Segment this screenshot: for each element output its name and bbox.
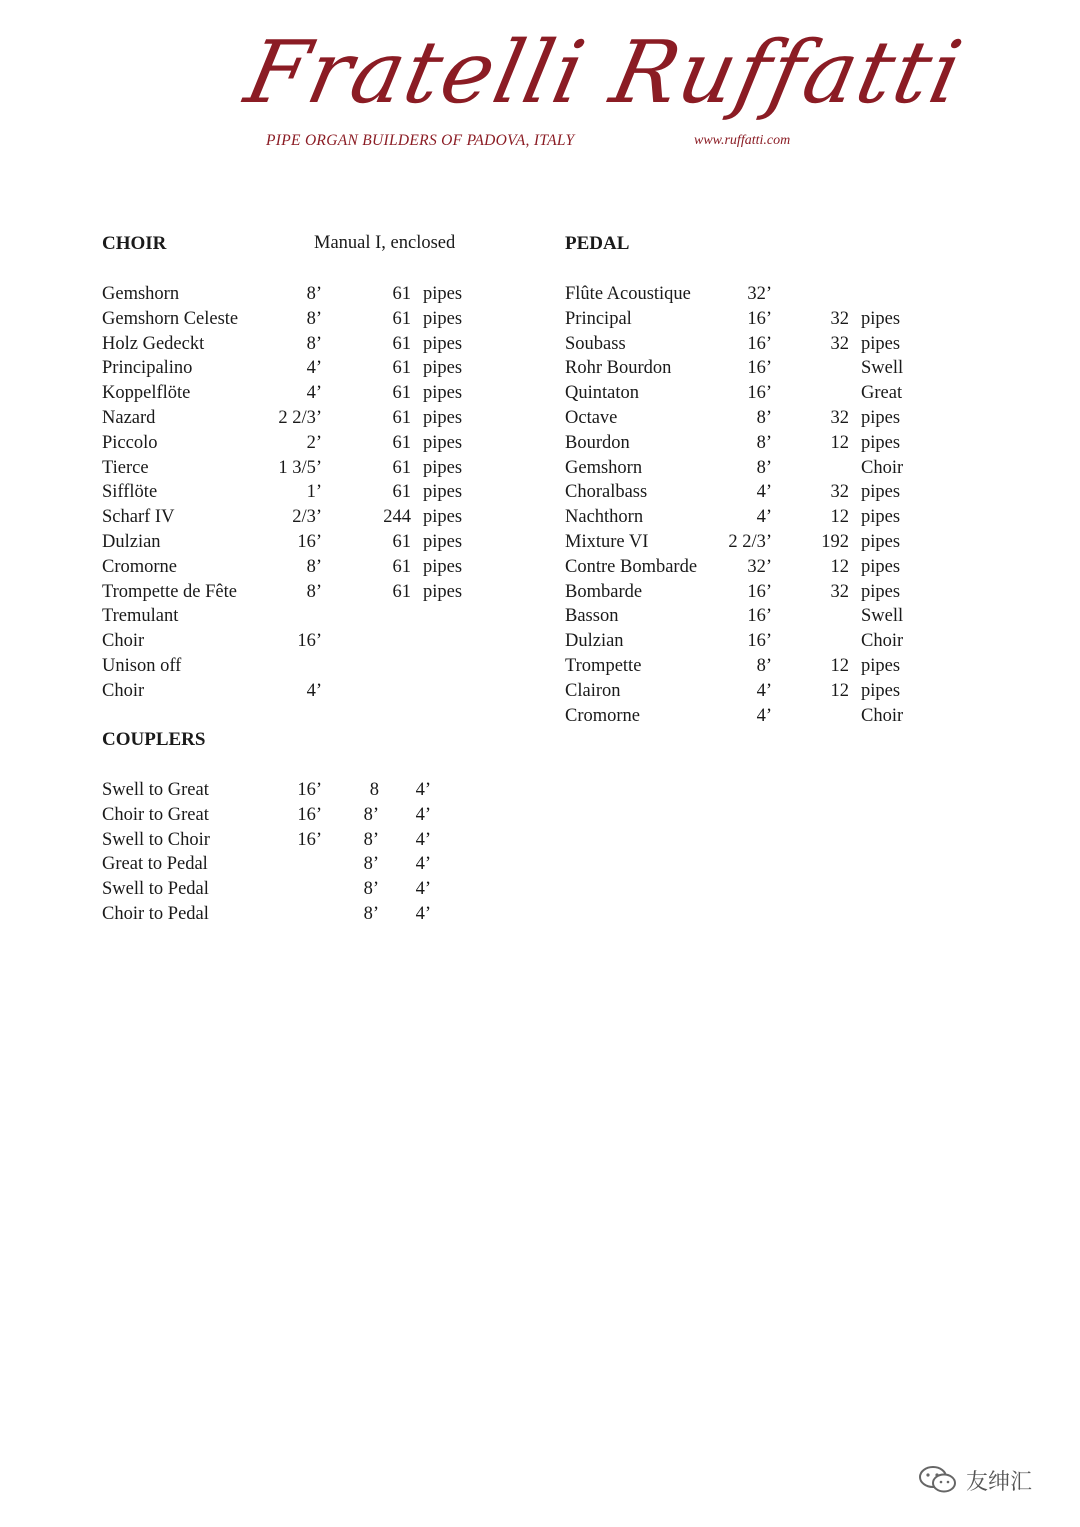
stop-pitch: 2 2/3’ — [278, 408, 322, 428]
stop-count: 32 — [830, 308, 849, 329]
stop-pitch: 8’ — [756, 656, 772, 676]
stop-pitch: 2’ — [306, 432, 322, 453]
stop-count: 12 — [830, 556, 849, 577]
stop-pitch: 16’ — [747, 358, 772, 379]
pedal-stop-row — [0, 381, 1080, 406]
stop-name: Choir — [102, 680, 145, 701]
stop-count: 12 — [830, 656, 849, 676]
stop-pitch: 32’ — [747, 284, 772, 304]
stop-name: Principalino — [102, 358, 193, 379]
coupler-4ft: 4’ — [415, 829, 431, 850]
stop-name: Basson — [565, 606, 619, 627]
stop-name: Rohr Bourdon — [565, 358, 672, 379]
stop-unit: Choir — [861, 631, 904, 652]
choir-title: CHOIR — [102, 233, 167, 254]
stop-count: 61 — [392, 284, 411, 304]
pedal-stop-row — [0, 456, 1080, 481]
stop-pitch: 16’ — [747, 383, 772, 404]
stop-pitch: 2/3’ — [292, 507, 322, 528]
stop-name: Holz Gedeckt — [102, 333, 205, 354]
coupler-4ft: 4’ — [415, 804, 431, 825]
coupler-8ft: 8’ — [363, 829, 379, 850]
pedal-stop-row — [0, 555, 1080, 580]
stop-name: Principal — [565, 308, 632, 329]
stop-unit: pipes — [423, 581, 463, 602]
stop-count: 61 — [392, 457, 411, 478]
stop-pitch: 8’ — [306, 284, 322, 304]
stop-pitch: 16’ — [747, 333, 772, 354]
coupler-name: Swell to Great — [102, 780, 209, 800]
stop-count: 61 — [392, 408, 411, 428]
stop-pitch: 4’ — [306, 358, 322, 379]
stop-unit: Swell — [861, 358, 904, 379]
stop-name: Dulzian — [565, 631, 624, 652]
stop-count: 61 — [392, 308, 411, 329]
stop-unit: pipes — [861, 408, 901, 428]
stop-unit: pipes — [423, 457, 463, 478]
stop-pitch: 8’ — [306, 556, 322, 577]
stop-unit: pipes — [861, 432, 901, 453]
stop-count: 61 — [392, 358, 411, 379]
stop-count: 32 — [830, 482, 849, 503]
stop-count: 32 — [830, 581, 849, 602]
stop-pitch: 16’ — [297, 631, 322, 652]
stop-name: Bombarde — [565, 581, 643, 602]
watermark-text: 友绅汇 — [966, 1469, 1033, 1495]
coupler-8ft: 8’ — [363, 879, 379, 900]
stop-name: Flûte Acoustique — [565, 284, 691, 304]
stop-name: Tremulant — [102, 606, 179, 627]
stop-count: 12 — [830, 432, 849, 453]
couplers-title: COUPLERS — [102, 729, 206, 750]
coupler-4ft: 4’ — [415, 879, 431, 900]
stop-unit: Great — [861, 383, 903, 404]
stop-unit: pipes — [423, 358, 463, 379]
stop-count: 61 — [392, 556, 411, 577]
stop-name: Unison off — [102, 656, 182, 676]
stop-pitch: 8’ — [306, 333, 322, 354]
stop-unit: pipes — [861, 581, 901, 602]
stop-name: Tierce — [102, 457, 149, 478]
stop-pitch: 16’ — [747, 581, 772, 602]
stop-unit: pipes — [423, 532, 463, 552]
stop-pitch: 32’ — [747, 556, 772, 577]
pedal-stop-row — [0, 332, 1080, 357]
coupler-row — [0, 877, 1080, 902]
stop-unit: pipes — [861, 656, 901, 676]
stop-unit: pipes — [861, 308, 901, 329]
stop-name: Trompette de Fête — [102, 581, 237, 602]
stop-name: Octave — [565, 408, 618, 428]
stop-unit: pipes — [861, 482, 901, 503]
pedal-stop-row — [0, 654, 1080, 679]
coupler-name: Swell to Choir — [102, 829, 210, 850]
stop-unit: pipes — [423, 284, 463, 304]
stop-name: Cromorne — [102, 556, 178, 577]
stop-pitch: 8’ — [306, 308, 322, 329]
stop-name: Cromorne — [565, 705, 641, 726]
stop-name: Gemshorn — [102, 284, 180, 304]
pedal-stop-row — [0, 530, 1080, 555]
watermark — [918, 1462, 1032, 1498]
coupler-row — [0, 803, 1080, 828]
stop-unit: pipes — [861, 333, 901, 354]
stop-pitch: 4’ — [756, 705, 772, 726]
stop-unit: pipes — [861, 680, 901, 701]
stop-name: Koppelflöte — [102, 383, 191, 404]
brand-logo: Fratelli Ruffatti — [237, 23, 972, 123]
coupler-16ft: 16’ — [297, 829, 322, 850]
stop-name: Trompette — [565, 656, 642, 676]
stop-pitch: 4’ — [306, 680, 322, 701]
coupler-name: Choir to Pedal — [102, 904, 209, 924]
coupler-8ft: 8’ — [363, 854, 379, 875]
stop-pitch: 4’ — [756, 680, 772, 701]
pedal-stop-row — [0, 629, 1080, 654]
stop-unit: pipes — [423, 556, 463, 577]
stop-name: Gemshorn — [565, 457, 643, 478]
coupler-row — [0, 852, 1080, 877]
pedal-stop-row — [0, 704, 1080, 729]
stop-unit: Choir — [861, 705, 904, 726]
pedal-stop-row — [0, 356, 1080, 381]
coupler-8ft: 8 — [369, 780, 379, 800]
stop-name: Piccolo — [102, 432, 158, 453]
coupler-4ft: 4’ — [415, 854, 431, 875]
coupler-row — [0, 902, 1080, 927]
brand-tagline: PIPE ORGAN BUILDERS OF PADOVA, ITALY — [266, 132, 575, 149]
stop-unit: Swell — [861, 606, 904, 627]
stop-pitch: 8’ — [306, 581, 322, 602]
stop-name: Bourdon — [565, 432, 630, 453]
stop-pitch: 2 2/3’ — [728, 532, 772, 552]
coupler-row — [0, 828, 1080, 853]
pedal-stop-row — [0, 480, 1080, 505]
stop-unit: pipes — [861, 556, 901, 577]
stop-unit: pipes — [861, 532, 901, 552]
stop-pitch: 4’ — [756, 482, 772, 503]
pedal-stop-row — [0, 406, 1080, 431]
stop-name: Dulzian — [102, 532, 161, 552]
stop-count: 32 — [830, 408, 849, 428]
stop-count: 61 — [392, 333, 411, 354]
stop-count: 244 — [383, 507, 411, 528]
stop-unit: pipes — [423, 482, 463, 503]
pedal-stop-row — [0, 431, 1080, 456]
coupler-8ft: 8’ — [363, 804, 379, 825]
coupler-8ft: 8’ — [363, 904, 379, 924]
choir-subtitle: Manual I, enclosed — [314, 233, 456, 253]
stop-pitch: 16’ — [747, 606, 772, 627]
stop-name: Scharf IV — [102, 507, 175, 528]
letterhead — [0, 0, 1080, 170]
stop-unit: pipes — [423, 507, 463, 528]
stop-count: 61 — [392, 383, 411, 404]
stop-pitch: 1’ — [306, 482, 322, 503]
stop-pitch: 8’ — [756, 457, 772, 478]
stop-unit: pipes — [423, 383, 463, 404]
coupler-4ft: 4’ — [415, 780, 431, 800]
stop-name: Mixture VI — [565, 532, 649, 552]
stop-count: 32 — [830, 333, 849, 354]
pedal-stop-row — [0, 679, 1080, 704]
stop-name: Sifflöte — [102, 482, 158, 503]
stop-unit: pipes — [861, 507, 901, 528]
stop-name: Nazard — [102, 408, 156, 428]
pedal-stop-row — [0, 505, 1080, 530]
stop-count: 61 — [392, 581, 411, 602]
stop-pitch: 16’ — [297, 532, 322, 552]
stop-pitch: 4’ — [306, 383, 322, 404]
stop-count: 12 — [830, 680, 849, 701]
pedal-stop-row — [0, 307, 1080, 332]
stop-unit: pipes — [423, 308, 463, 329]
stop-name: Choir — [102, 631, 145, 652]
stop-count: 61 — [392, 482, 411, 503]
stop-unit: pipes — [423, 408, 463, 428]
coupler-name: Swell to Pedal — [102, 879, 209, 900]
stop-name: Gemshorn Celeste — [102, 308, 239, 329]
stop-pitch: 1 3/5’ — [278, 457, 322, 478]
stop-pitch: 8’ — [756, 408, 772, 428]
stop-pitch: 8’ — [756, 432, 772, 453]
coupler-row — [0, 778, 1080, 803]
stop-pitch: 4’ — [756, 507, 772, 528]
stop-pitch: 16’ — [747, 308, 772, 329]
stop-name: Contre Bombarde — [565, 556, 698, 577]
stop-name: Soubass — [565, 333, 626, 354]
coupler-name: Choir to Great — [102, 804, 209, 825]
stop-name: Clairon — [565, 680, 621, 701]
wechat-icon — [918, 1465, 958, 1495]
stop-name: Quintaton — [565, 383, 639, 404]
coupler-4ft: 4’ — [415, 904, 431, 924]
pedal-stop-row — [0, 604, 1080, 629]
pedal-stop-row — [0, 580, 1080, 605]
pedal-stop-row — [0, 282, 1080, 307]
stop-name: Nachthorn — [565, 507, 644, 528]
brand-url: www.ruffatti.com — [694, 133, 791, 148]
stop-count: 61 — [392, 532, 411, 552]
stop-unit: Choir — [861, 457, 904, 478]
stop-count: 12 — [830, 507, 849, 528]
stop-count: 192 — [821, 532, 849, 552]
coupler-16ft: 16’ — [297, 804, 322, 825]
stop-unit: pipes — [423, 432, 463, 453]
stop-count: 61 — [392, 432, 411, 453]
stop-unit: pipes — [423, 333, 463, 354]
pedal-title: PEDAL — [565, 233, 630, 254]
coupler-16ft: 16’ — [297, 780, 322, 800]
stop-pitch: 16’ — [747, 631, 772, 652]
stop-name: Choralbass — [565, 482, 648, 503]
coupler-name: Great to Pedal — [102, 854, 208, 875]
